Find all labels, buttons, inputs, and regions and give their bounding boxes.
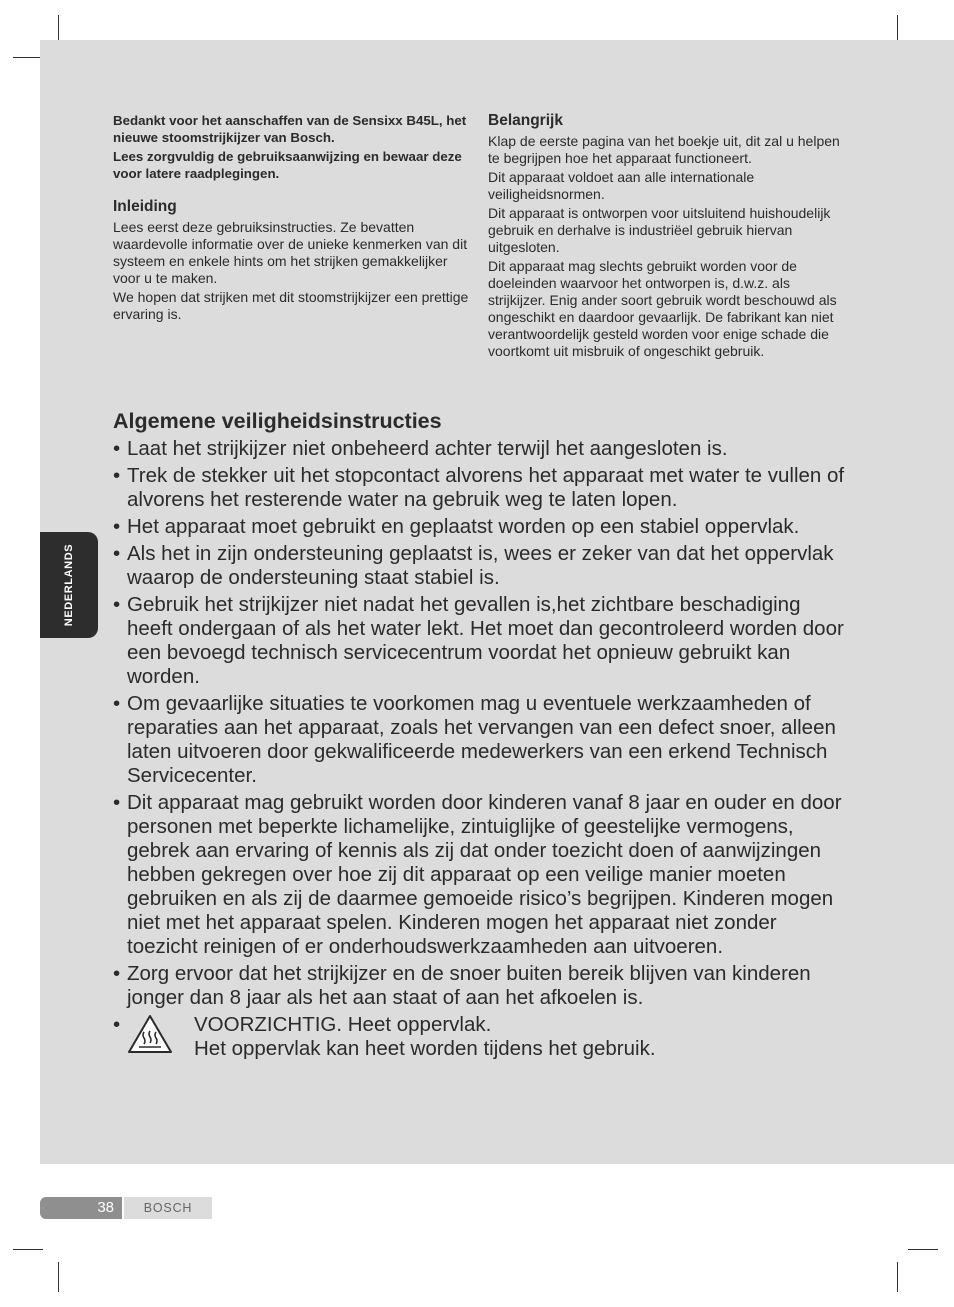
safety-item-text: Als het in zijn ondersteuning geplaatst is, wees er zeker van dat het oppervlak waarop de ondersteuning staat stabiel is. xyxy=(127,542,834,589)
inleiding-paragraph: We hopen dat strijken met dit stoomstrijkijzer een prettige ervaring is. xyxy=(113,289,469,322)
safety-item-text: Trek de stekker uit het stopcontact alvorens het apparaat met water te vullen of alvorens het resterende water na gebruik weg te laten lopen. xyxy=(127,464,845,511)
brand-label: BOSCH xyxy=(124,1197,212,1219)
bullet-marker: • xyxy=(113,437,121,460)
bullet-marker: • xyxy=(113,515,121,538)
safety-item xyxy=(113,437,848,461)
inleiding-paragraph: Lees eerst deze gebruiksinstructies. Ze bevatten waardevolle informatie over de unieke kenmerken van dit systeem en enkele hints om het strijken gemakkelijker voor u te maken. xyxy=(113,219,468,286)
crop-mark xyxy=(13,57,43,58)
crop-mark xyxy=(58,1262,59,1292)
bullet-marker: • xyxy=(113,791,121,814)
read-carefully-text: Lees zorgvuldig de gebruiksaanwijzing en bewaar deze voor latere raadplegingen. xyxy=(113,149,462,181)
safety-item xyxy=(113,692,848,788)
warning-text xyxy=(194,1013,656,1061)
safety-item-text: Dit apparaat mag gebruikt worden door kinderen vanaf 8 jaar en ouder en door personen met beperkte lichamelijke, zintuiglijke of geestelijke vermogens, gebrek aan ervaring of kennis als zij dat onder toezicht doen of aanwijzingen hebben gekregen over hoe zij dit apparaat op een veilige manier moeten gebruiken en als zij de daarmee gemoeide risico’s begrijpen. Kinderen mogen niet met het apparaat spelen. Kinderen mogen het apparaat niet zonder toezicht reinigen of er onderhoudswerkzaamheden aan uitvoeren. xyxy=(127,791,842,958)
warning-description: Het oppervlak kan heet worden tijdens het gebruik. xyxy=(194,1037,656,1060)
crop-mark xyxy=(897,1262,898,1292)
crop-mark xyxy=(908,1249,938,1250)
safety-heading: Algemene veiligheidsinstructies xyxy=(113,409,442,433)
thanks-text: Bedankt voor het aanschaffen van de Sensixx B45L, het nieuwe stoomstrijkijzer van Bosch. xyxy=(113,113,467,145)
intro-column xyxy=(113,112,473,325)
belangrijk-paragraph: Dit apparaat mag slechts gebruikt worden voor de doeleinden waarvoor het ontworpen is, d.w.z. als strijkijzer. Enig ander soort gebruik wordt beschouwd als ongeschikt en daardoor gevaarlijk. De fabrikant kan niet verantwoordelijk gesteld worden voor enige schade die voortkomt uit misbruik of ongeschikt gebruik. xyxy=(488,258,837,359)
safety-item xyxy=(113,962,848,1010)
safety-section xyxy=(113,407,848,1061)
safety-item xyxy=(113,542,848,590)
safety-item xyxy=(113,515,848,539)
safety-item-text: Gebruik het strijkijzer niet nadat het gevallen is,het zichtbare beschadiging heeft ondergaan of als het water lekt. Het moet dan gecontroleerd worden door een bevoegd technisch servicecentrum voordat het opnieuw gebruikt kan worden. xyxy=(127,593,844,688)
safety-item-text: Het apparaat moet gebruikt en geplaatst worden op een stabiel oppervlak. xyxy=(127,515,800,538)
safety-item xyxy=(113,464,848,512)
belangrijk-paragraph: Dit apparaat voldoet aan alle internationale veiligheidsnormen. xyxy=(488,169,755,202)
safety-item-text: Zorg ervoor dat het strijkijzer en de snoer buiten bereik blijven van kinderen jonger dan 8 jaar als het aan staat of aan het afkoelen is. xyxy=(127,962,811,1009)
inleiding-heading: Inleiding xyxy=(113,198,177,215)
page-number: 38 xyxy=(40,1197,122,1219)
hot-surface-warning xyxy=(113,1013,848,1061)
safety-item xyxy=(113,593,848,689)
warning-title: VOORZICHTIG. Heet oppervlak. xyxy=(194,1013,492,1036)
belangrijk-column xyxy=(488,112,848,362)
bullet-marker: • xyxy=(113,593,121,616)
bullet-marker: • xyxy=(113,962,121,985)
safety-item-text: Laat het strijkijzer niet onbeheerd achter terwijl het aangesloten is. xyxy=(127,437,728,460)
safety-item-text: Om gevaarlijke situaties te voorkomen mag u eventuele werkzaamheden of reparaties aan het apparaat, zoals het vervangen van een defect snoer, alleen laten uitvoeren door gekwalificeerde medewerkers van een erkend Technisch Servicecenter. xyxy=(127,692,836,787)
bullet-marker: • xyxy=(113,692,121,715)
crop-mark xyxy=(13,1249,43,1250)
belangrijk-heading: Belangrijk xyxy=(488,112,563,129)
hot-surface-warning-icon xyxy=(127,1014,173,1054)
bullet-marker: • xyxy=(113,1013,121,1036)
bullet-marker: • xyxy=(113,464,121,487)
safety-item xyxy=(113,791,848,959)
belangrijk-paragraph: Klap de eerste pagina van het boekje uit, dit zal u helpen te begrijpen hoe het apparaat functioneert. xyxy=(488,133,840,166)
language-tab-label: NEDERLANDS xyxy=(63,543,75,627)
belangrijk-paragraph: Dit apparaat is ontworpen voor uitsluitend huishoudelijk gebruik en derhalve is industriëel gebruik hiervan uitgesloten. xyxy=(488,205,831,255)
bullet-marker: • xyxy=(113,542,121,565)
language-tab xyxy=(40,532,98,638)
